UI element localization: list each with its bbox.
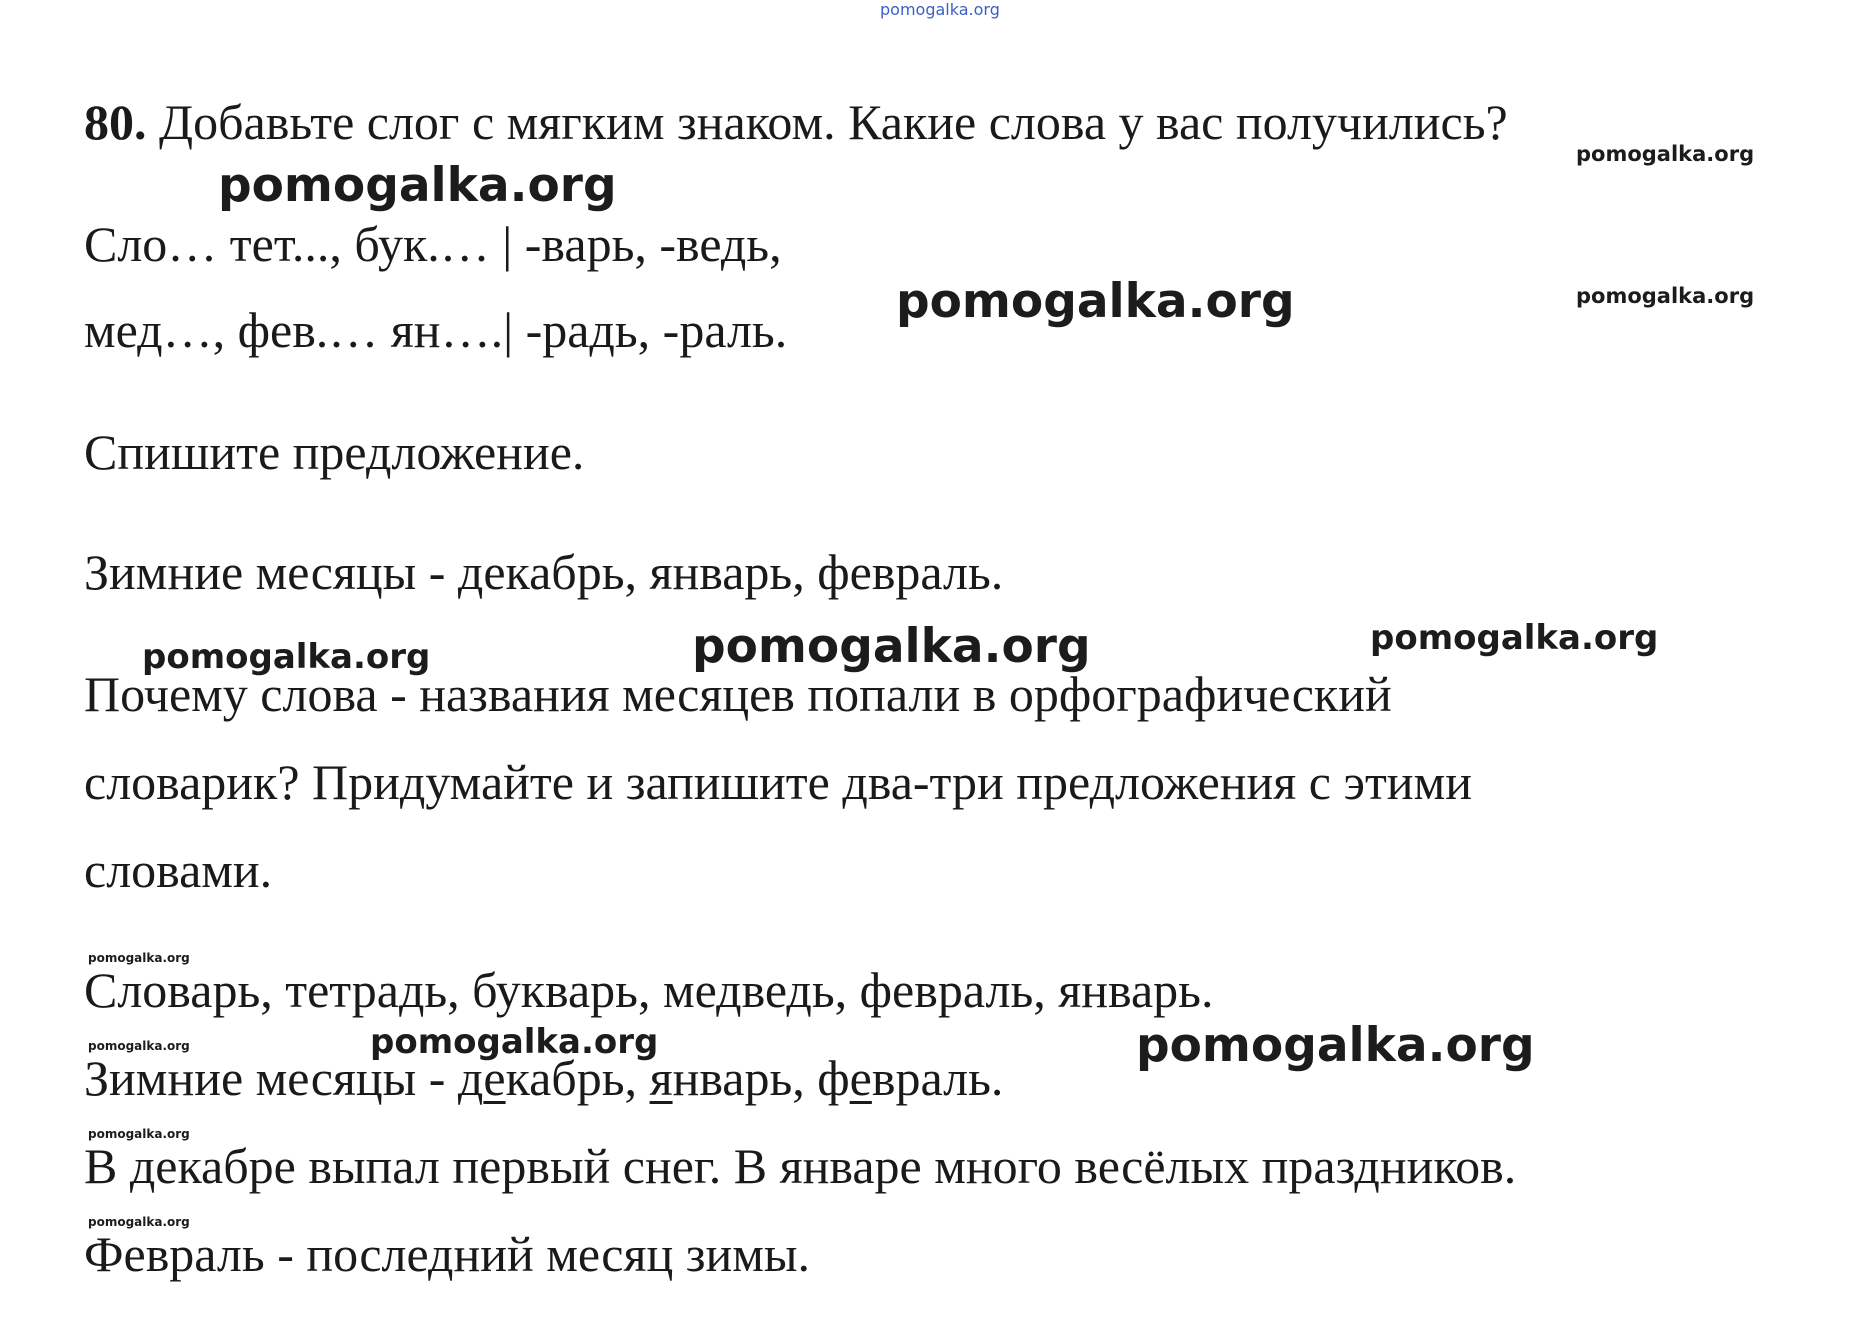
answer-sentence-3: Февраль - последний месяц зимы. — [84, 1226, 811, 1282]
answer-words: Словарь, тетрадь, букварь, медведь, февраль, январь. — [84, 962, 1214, 1018]
answer-sentence-part: нварь, ф — [672, 1050, 850, 1106]
watermark-small: pomogalka.org — [88, 951, 190, 965]
watermark-medium: pomogalka.org — [1576, 284, 1755, 308]
underlined-letter: я — [649, 1050, 673, 1106]
watermark-medium: pomogalka.org — [1370, 618, 1659, 658]
task-number: 80. — [84, 94, 147, 150]
answer-sentence — [84, 1048, 1003, 1108]
watermark-top: pomogalka.org — [880, 0, 1000, 19]
watermark-medium: pomogalka.org — [1576, 142, 1755, 166]
watermark-large: pomogalka.org — [1136, 1018, 1535, 1073]
underlined-letter: е — [849, 1050, 872, 1106]
watermark-medium: pomogalka.org — [370, 1022, 659, 1062]
task-sentence: Зимние месяцы - декабрь, январь, февраль. — [84, 544, 1004, 600]
watermark-large: pomogalka.org — [692, 619, 1091, 674]
task-question-line-1: Почему слова - названия месяцев попали в орфографический — [84, 666, 1392, 722]
answer-sentence-2: В декабре выпал первый снег. В январе много весёлых праздников. — [84, 1138, 1517, 1194]
watermark-small: pomogalka.org — [88, 1039, 190, 1053]
answer-sentence-part: враль. — [871, 1050, 1004, 1106]
watermark-large: pomogalka.org — [218, 158, 617, 213]
answer-sentence-part: Зимние месяцы - д — [84, 1050, 484, 1106]
task-question-line-3: словами. — [84, 842, 273, 898]
task-instruction: Спишите предложение. — [84, 424, 585, 480]
task-line-1: Сло… тет..., бук.… | -варь, -ведь, — [84, 216, 782, 272]
task-prompt: Добавьте слог с мягким знаком. Какие слова у вас получились? — [159, 94, 1508, 150]
watermark-large: pomogalka.org — [896, 274, 1295, 329]
task-line-2: мед…, фев.… ян….| -радь, -раль. — [84, 302, 788, 358]
watermark-medium: pomogalka.org — [142, 637, 431, 677]
answer-sentence-part: кабрь, — [505, 1050, 650, 1106]
task-heading — [84, 92, 1508, 152]
watermark-small: pomogalka.org — [88, 1127, 190, 1141]
watermark-small: pomogalka.org — [88, 1215, 190, 1229]
underlined-letter: е — [483, 1050, 506, 1106]
task-question-line-2: словарик? Придумайте и запишите два-три предложения с этими — [84, 754, 1472, 810]
